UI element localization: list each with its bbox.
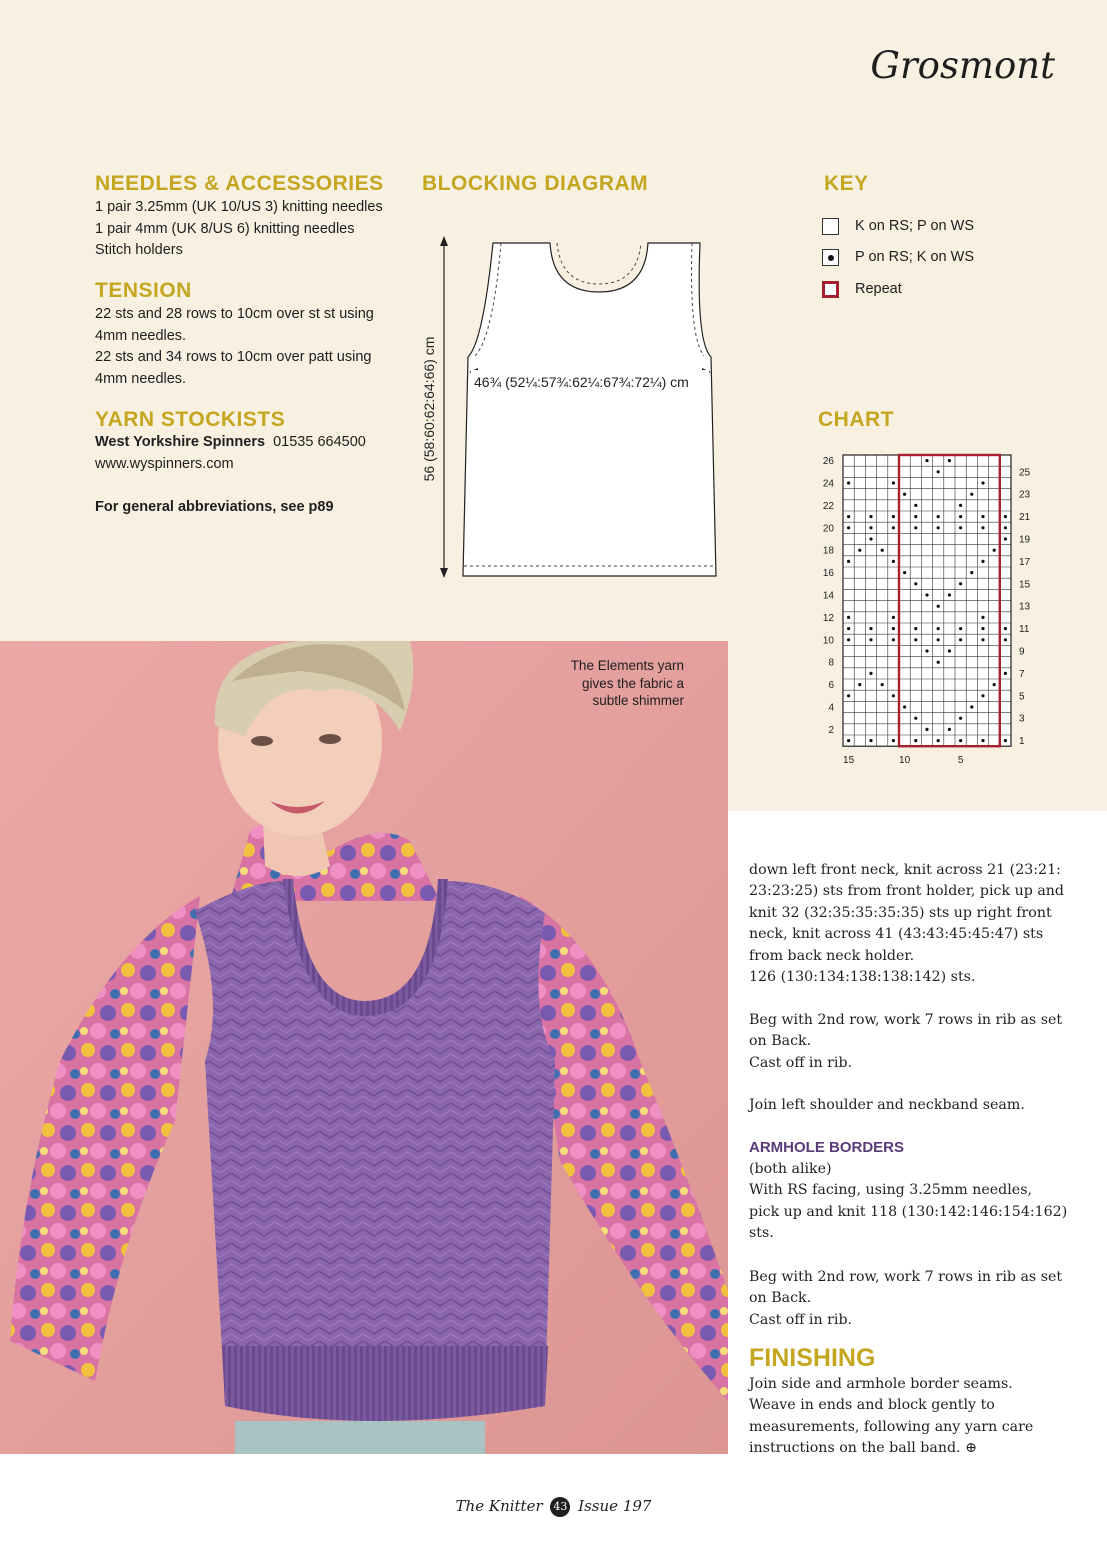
purl-stitch (1004, 537, 1007, 540)
tension-text (95, 304, 374, 390)
repeat-box-icon (822, 281, 839, 298)
model-photo (0, 641, 728, 1454)
purl-stitch (914, 582, 917, 585)
purl-stitch (937, 627, 940, 630)
yarn-text (95, 432, 366, 475)
chart-row-label: 6 (828, 680, 834, 692)
purl-stitch (959, 739, 962, 742)
tension-line: 4mm needles. (95, 370, 187, 387)
armhole-line: With RS facing, using 3.25mm needles, (749, 1182, 1032, 1199)
purl-stitch (892, 739, 895, 742)
purl-stitch (858, 683, 861, 686)
chart-heading: CHART (818, 408, 894, 431)
yarn-company: West Yorkshire Spinners (95, 434, 266, 450)
rib-line: Beg with 2nd row, work 7 rows in rib as set (749, 1012, 1063, 1028)
purl-stitch (959, 526, 962, 529)
purl-stitch (948, 728, 951, 731)
finishing-line: instructions on the ball band. ⊕ (749, 1440, 977, 1457)
chart-row-label: 12 (822, 612, 834, 624)
purl-stitch (914, 739, 917, 742)
stitch-chart (815, 450, 1040, 772)
issue-number: Issue 197 (578, 1497, 652, 1515)
purl-stitch (869, 672, 872, 675)
page-title: Grosmont (870, 44, 1055, 87)
chart-row-label: 26 (822, 456, 834, 468)
purl-stitch (903, 571, 906, 574)
chart-row-label: 11 (1019, 624, 1030, 636)
armhole-line: sts. (749, 1225, 774, 1242)
neckband-line (557, 243, 641, 284)
tension-line: 22 sts and 34 rows to 10cm over patt using (95, 349, 372, 365)
purl-stitch (903, 705, 906, 708)
purl-stitch (970, 571, 973, 574)
armhole-line: pick up and knit 118 (130:142:146:154:162) (749, 1203, 1068, 1220)
chart-row-label: 19 (1019, 534, 1031, 546)
caption-line: gives the fabric a (581, 675, 684, 691)
purl-stitch (892, 627, 895, 630)
finishing-text (749, 1374, 1033, 1460)
chart-row-label: 10 (822, 635, 834, 647)
purl-stitch (847, 560, 850, 563)
neck-line-0: down left front neck, knit across 21 (23:21: (749, 862, 1061, 878)
page-number: 43 (550, 1497, 570, 1517)
purl-stitch (892, 638, 895, 641)
knit-box-icon (822, 218, 839, 235)
caption-line: subtle shimmer (592, 693, 684, 708)
purl-stitch (948, 649, 951, 652)
purl-stitch (959, 717, 962, 720)
purl-stitch (937, 515, 940, 518)
purl-stitch (981, 627, 984, 630)
neckband-text (749, 860, 1064, 988)
photo-caption (571, 657, 684, 710)
rib2-text (749, 1267, 1062, 1331)
purl-stitch (869, 739, 872, 742)
purl-stitch (959, 515, 962, 518)
tension-line: 4mm needles. (95, 327, 187, 344)
purl-stitch (981, 638, 984, 641)
purl-stitch (914, 504, 917, 507)
rib2-line: Beg with 2nd row, work 7 rows in rib as set (749, 1269, 1063, 1285)
chart-col-label: 10 (899, 755, 911, 767)
purl-stitch (981, 481, 984, 484)
purl-stitch (847, 638, 850, 641)
chart-row-label: 15 (1019, 579, 1031, 591)
tension-heading: TENSION (95, 279, 192, 302)
needles-text (95, 197, 383, 262)
yarn-url[interactable]: www.wyspinners.com (95, 455, 234, 472)
purl-stitch (948, 593, 951, 596)
purl-stitch (1004, 627, 1007, 630)
tension-line: 22 sts and 28 rows to 10cm over st st using (95, 306, 374, 322)
purl-stitch (914, 627, 917, 630)
chart-row-label: 14 (822, 590, 834, 602)
key-label: Repeat (855, 281, 902, 297)
purl-stitch (914, 638, 917, 641)
purl-stitch (869, 537, 872, 540)
chart-row-label: 9 (1019, 646, 1025, 658)
key-heading: KEY (824, 172, 869, 195)
purl-stitch (981, 616, 984, 619)
purl-stitch (858, 549, 861, 552)
chart-row-label: 22 (822, 500, 834, 512)
blocking-heading: BLOCKING DIAGRAM (422, 172, 649, 195)
purl-stitch (1004, 672, 1007, 675)
purl-stitch (981, 526, 984, 529)
rib2-line: on Back. (749, 1290, 812, 1307)
purl-stitch (959, 582, 962, 585)
purl-stitch (993, 683, 996, 686)
abbreviations-note: For general abbreviations, see p89 (95, 499, 334, 515)
neck-line-4: from back neck holder. (749, 947, 915, 964)
purl-stitch (925, 593, 928, 596)
rib2-line: Cast off in rib. (749, 1311, 853, 1328)
chart-col-label: 15 (843, 755, 855, 767)
purl-stitch (847, 739, 850, 742)
needles-heading: NEEDLES & ACCESSORIES (95, 172, 384, 195)
purl-stitch (847, 526, 850, 529)
purl-stitch (925, 649, 928, 652)
purl-stitch (892, 694, 895, 697)
magazine-name: The Knitter (455, 1497, 543, 1515)
purl-stitch (892, 515, 895, 518)
yarn-heading: YARN STOCKISTS (95, 408, 286, 431)
needles-line: 1 pair 4mm (UK 8/US 6) knitting needles (95, 220, 355, 237)
purl-stitch (892, 616, 895, 619)
armhole-line: (both alike) (749, 1161, 832, 1177)
key-label: P on RS; K on WS (855, 249, 975, 265)
chart-row-label: 16 (822, 568, 834, 580)
rib-line: Cast off in rib. (749, 1054, 853, 1071)
purl-stitch (959, 504, 962, 507)
finishing-line: Weave in ends and block gently to (749, 1397, 995, 1414)
join-text: Join left shoulder and neckband seam. (749, 1097, 1025, 1113)
length-label: 56 (58:60:62:64:66) cm (421, 336, 437, 482)
purl-stitch (1004, 739, 1007, 742)
chart-row-label: 20 (822, 523, 834, 535)
purl-stitch (993, 549, 996, 552)
purl-stitch (847, 694, 850, 697)
chart-row-label: 4 (828, 702, 834, 714)
purl-stitch (869, 515, 872, 518)
chart-row-label: 18 (822, 545, 834, 557)
width-label: 46¾ (52¼:57¾:62¼:67¾:72¼) cm (474, 374, 689, 390)
purl-stitch (970, 493, 973, 496)
purl-stitch (970, 705, 973, 708)
purl-stitch (1004, 515, 1007, 518)
purl-stitch (869, 638, 872, 641)
purl-stitch (948, 459, 951, 462)
chart-row-label: 23 (1019, 489, 1031, 501)
purl-stitch (981, 694, 984, 697)
chart-row-label: 3 (1019, 713, 1025, 725)
purl-stitch (937, 470, 940, 473)
purl-stitch (981, 560, 984, 563)
purl-stitch (937, 638, 940, 641)
purl-stitch (869, 526, 872, 529)
purl-stitch (869, 627, 872, 630)
purl-stitch (925, 459, 928, 462)
chart-col-label: 5 (957, 755, 964, 767)
length-arrow-top (440, 236, 448, 246)
purl-stitch (903, 493, 906, 496)
chart-row-label: 7 (1019, 668, 1025, 680)
purl-stitch (981, 739, 984, 742)
purl-stitch (959, 627, 962, 630)
purl-stitch (1004, 526, 1007, 529)
finishing-line: measurements, following any yarn care (749, 1418, 1034, 1435)
blocking-diagram (415, 232, 725, 587)
photo-illustration (0, 641, 728, 1454)
neck-line-2: knit 32 (32:35:35:35:35) sts up right front (749, 904, 1052, 921)
chart-row-label: 24 (822, 478, 834, 490)
finishing-heading: FINISHING (749, 1344, 876, 1372)
vest-outline (463, 243, 716, 576)
purl-stitch (914, 515, 917, 518)
chart-row-label: 17 (1019, 556, 1031, 568)
chart-row-label: 21 (1019, 512, 1031, 524)
purl-stitch (925, 728, 928, 731)
chart-row-label: 2 (828, 724, 834, 736)
caption-line: The Elements yarn (570, 658, 684, 673)
chart-row-label: 1 (1019, 736, 1025, 748)
purl-stitch (881, 549, 884, 552)
purl-stitch (937, 605, 940, 608)
purl-stitch (892, 526, 895, 529)
purl-stitch (937, 739, 940, 742)
chart-row-label: 13 (1019, 601, 1031, 613)
purl-stitch (937, 661, 940, 664)
purl-stitch (914, 717, 917, 720)
purl-stitch (1004, 638, 1007, 641)
purl-stitch (881, 683, 884, 686)
armhole-text (749, 1159, 1067, 1245)
purl-stitch (847, 515, 850, 518)
purl-stitch (847, 627, 850, 630)
purl-stitch (847, 481, 850, 484)
neck-line-1: 23:23:25) sts from front holder, pick up and (749, 883, 1065, 900)
purl-stitch (892, 560, 895, 563)
needles-line: Stitch holders (95, 242, 183, 258)
yarn-phone: 01535 664500 (273, 434, 366, 450)
purl-stitch (914, 526, 917, 529)
chart-row-label: 8 (828, 657, 834, 669)
neck-line-3: neck, knit across 41 (43:43:45:45:47) sts (749, 926, 1044, 943)
length-arrow-bottom (440, 568, 448, 578)
rib-text (749, 1010, 1062, 1074)
rib-line: on Back. (749, 1033, 812, 1050)
armhole-heading: ARMHOLE BORDERS (749, 1139, 905, 1156)
purl-dot-icon (822, 249, 839, 266)
key-label: K on RS; P on WS (855, 218, 975, 234)
neck-line-5: 126 (130:134:138:138:142) sts. (749, 969, 976, 986)
purl-stitch (959, 638, 962, 641)
needles-line: 1 pair 3.25mm (UK 10/US 3) knitting needles (95, 199, 383, 215)
purl-stitch (981, 515, 984, 518)
chart-row-label: 5 (1019, 691, 1025, 703)
purl-stitch (892, 481, 895, 484)
finishing-line: Join side and armhole border seams. (749, 1376, 1013, 1392)
footer (0, 1497, 1107, 1517)
purl-stitch (937, 526, 940, 529)
chart-row-label: 25 (1019, 467, 1031, 479)
purl-stitch (847, 616, 850, 619)
